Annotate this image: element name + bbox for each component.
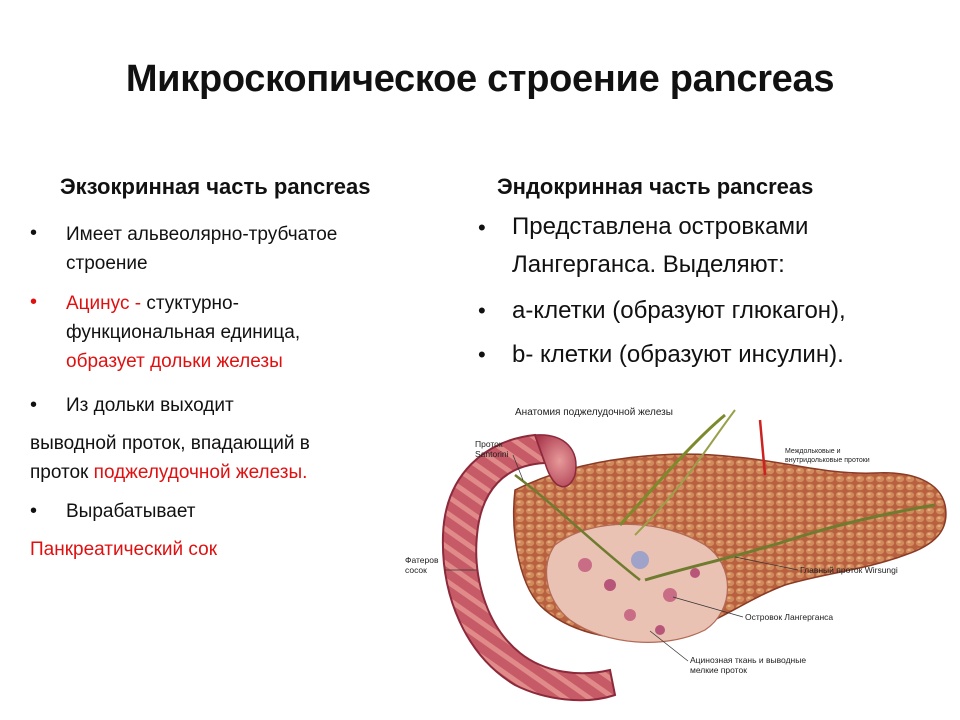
islet-6 bbox=[624, 609, 636, 621]
label-acinar-1: Ацинозная ткань и выводные bbox=[690, 655, 807, 665]
exocrine-item-2: Ацинус - стуктурно- функциональная единица, образует дольки железы bbox=[66, 293, 301, 372]
islet-7 bbox=[655, 625, 665, 635]
bullet-6: • bbox=[478, 298, 486, 323]
islet-2 bbox=[604, 579, 616, 591]
islet-5 bbox=[690, 568, 700, 578]
islet-3 bbox=[631, 551, 649, 569]
bullet-2: • bbox=[30, 291, 38, 313]
label-acinar-2: мелкие проток bbox=[690, 665, 747, 675]
label-interlobular-2: внутридольковые протоки bbox=[785, 457, 870, 464]
pancreas-anatomy-illustration bbox=[405, 395, 955, 710]
label-interlobular-1: Междольковые и bbox=[785, 448, 841, 455]
bullet-5: • bbox=[478, 215, 486, 240]
duct-paragraph: выводной проток, впадающий в проток поджелудочной железы. bbox=[30, 433, 310, 483]
islet-4 bbox=[663, 588, 677, 602]
bullet-4: • bbox=[30, 500, 38, 522]
endocrine-item-2: a-клетки (образуют глюкагон), bbox=[512, 297, 846, 324]
endocrine-item-1: Представлена островками Лангерганса. Выделяют: bbox=[512, 213, 809, 278]
islet-1 bbox=[578, 558, 592, 572]
exocrine-heading: Экзокринная часть pancreas bbox=[60, 174, 371, 199]
illustration-title: Анатомия поджелудочной железы bbox=[515, 407, 673, 418]
label-santorini-1: Проток bbox=[475, 439, 503, 449]
pancreatic-juice: Панкреатический сок bbox=[30, 539, 218, 560]
label-wirsung: Главный проток Wirsungi bbox=[800, 565, 898, 575]
endocrine-item-3: b- клетки (образуют инсулин). bbox=[512, 341, 844, 368]
slide-title: Микроскопическое строение pancreas bbox=[125, 58, 835, 100]
bullet-7: • bbox=[478, 342, 486, 367]
acinus-term: Ацинус - bbox=[66, 293, 142, 314]
label-vater-2: сосок bbox=[405, 565, 427, 575]
label-islet: Островок Лангерганса bbox=[745, 612, 834, 622]
endocrine-heading: Эндокринная часть pancreas bbox=[497, 174, 814, 199]
exocrine-item-1: Имеет альвеолярно-трубчатое строение bbox=[66, 224, 338, 274]
exocrine-item-4: Вырабатывает bbox=[66, 501, 196, 522]
label-santorini-2: Santorini bbox=[475, 449, 509, 459]
label-vater-1: Фатеров bbox=[405, 555, 439, 565]
exocrine-item-3: Из дольки выходит bbox=[66, 395, 234, 416]
bullet-3: • bbox=[30, 394, 38, 416]
bullet-1: • bbox=[30, 222, 38, 244]
